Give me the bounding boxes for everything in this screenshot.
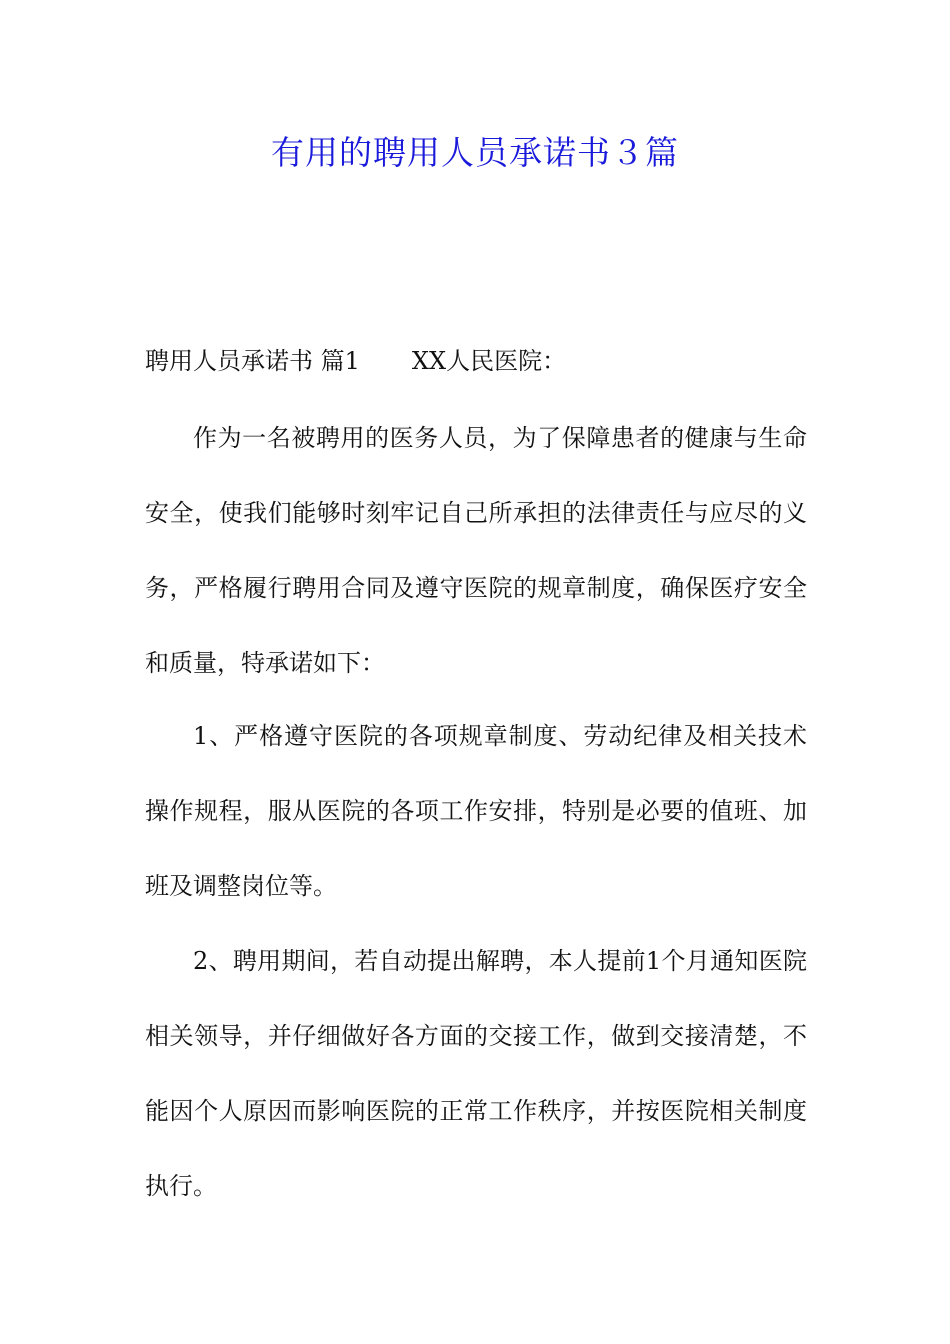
paragraph-intro: 作为一名被聘用的医务人员，为了保障患者的健康与生命安全，使我们能够时刻牢记自己所承担的法律责任与应尽的义务，严格履行聘用合同及遵守医院的规章制度，确保医疗安全和质量，特承诺如下：	[145, 424, 807, 677]
paragraph-item-1: 1、严格遵守医院的各项规章制度、劳动纪律及相关技术操作规程，服从医院的各项工作安排，特别是必要的值班、加班及调整岗位等。	[145, 722, 807, 900]
document-title: 有用的聘用人员承诺书３篇	[271, 133, 679, 172]
section-header-line	[145, 343, 807, 379]
section-heading: 聘用人员承诺书 篇1	[145, 347, 360, 375]
paragraph-item-2: 2、聘用期间，若自动提出解聘，本人提前1个月通知医院相关领导，并仔细做好各方面的交接工作，做到交接清楚，不能因个人原因而影响医院的正常工作秩序，并按医院相关制度执行。	[145, 947, 807, 1200]
addressee: XX人民医院：	[411, 347, 567, 375]
